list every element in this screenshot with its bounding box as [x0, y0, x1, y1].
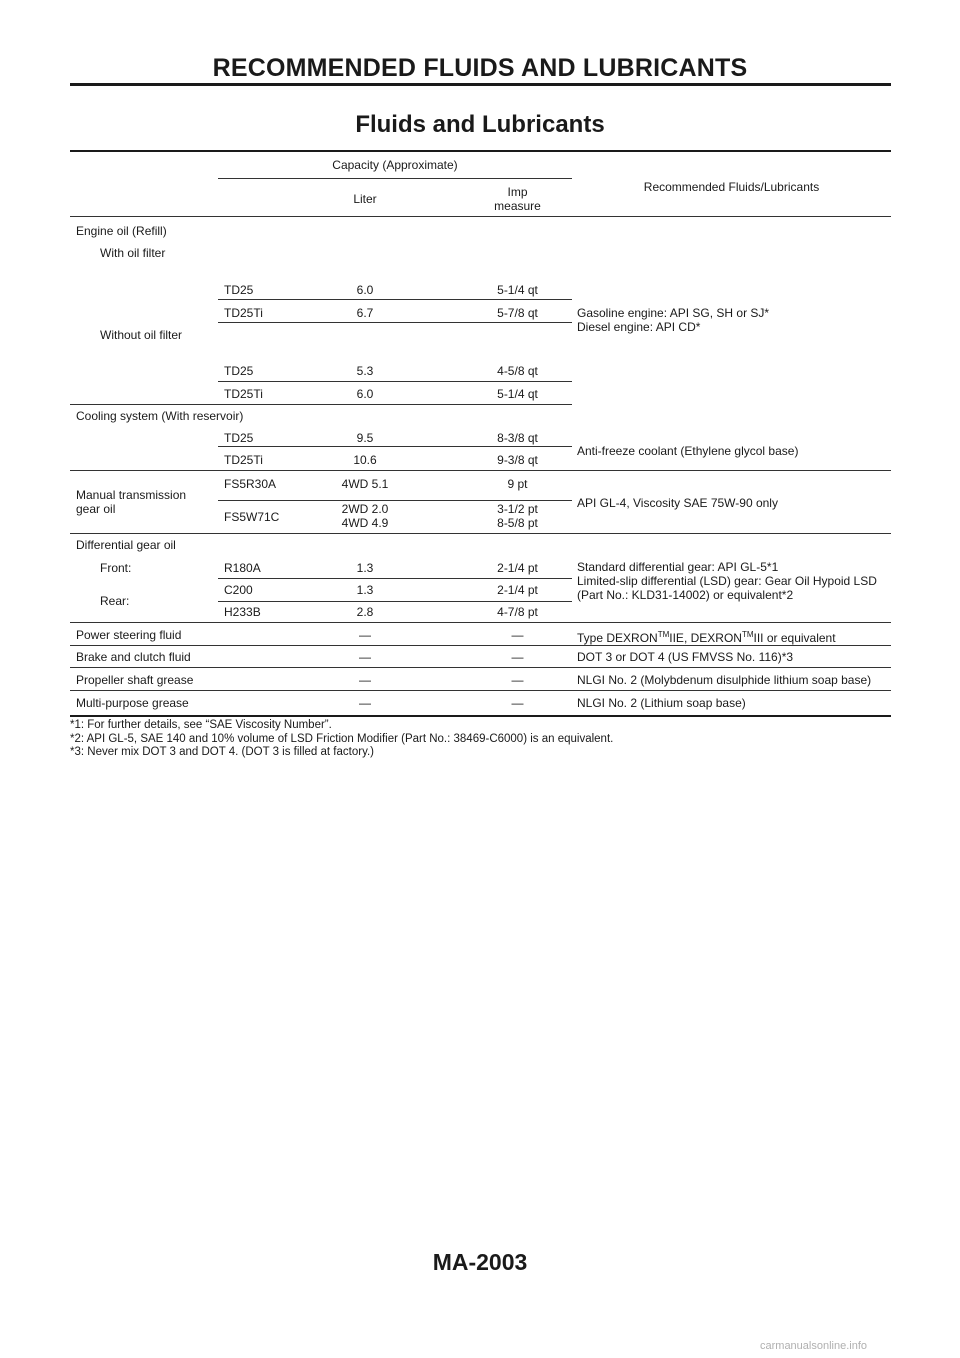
power-steering-recommended — [577, 628, 836, 645]
engine-liter: 6.0 — [356, 283, 374, 297]
simple-row-label: Brake and clutch fluid — [76, 650, 191, 664]
fluids-table — [70, 150, 891, 718]
mt-imp: 9 pt — [507, 477, 528, 491]
trademark-mark: TM — [741, 630, 754, 639]
engine-imp: 5-1/4 qt — [497, 283, 538, 297]
section-title: Fluids and Lubricants — [355, 111, 605, 138]
page-number: MA-2003 — [432, 1249, 528, 1275]
diff-liter: 1.3 — [356, 583, 374, 597]
simple-row-liter: — — [359, 673, 371, 687]
simple-row-recommended: NLGI No. 2 (Molybdenum disulphide lithium soap base) — [577, 673, 872, 687]
footnote: *1: For further details, see “SAE Viscosity Number”. — [70, 719, 332, 731]
cooling-imp: 8-3/8 qt — [497, 431, 538, 445]
engine-model: TD25Ti — [224, 387, 263, 401]
cooling-system-label: Cooling system (With reservoir) — [76, 409, 244, 423]
dexron-text-a: Type DEXRON — [577, 631, 658, 645]
manual-trans-label: Manual transmission gear oil — [76, 488, 187, 516]
simple-row-imp: — — [511, 628, 524, 642]
cooling-liter: 9.5 — [356, 431, 374, 445]
diff-imp: 2-1/4 pt — [497, 561, 538, 575]
engine-liter: 5.3 — [356, 364, 374, 378]
simple-row-imp: — — [511, 650, 524, 664]
cooling-model: TD25Ti — [224, 453, 263, 467]
without-oil-filter-label: Without oil filter — [100, 328, 183, 342]
diff-imp: 4-7/8 pt — [497, 605, 538, 619]
engine-liter: 6.0 — [356, 387, 374, 401]
simple-row-liter: — — [359, 650, 371, 664]
simple-row-recommended: NLGI No. 2 (Lithium soap base) — [577, 696, 746, 710]
mt-model: FS5R30A — [224, 477, 277, 491]
header-imp-measure: Imp measure — [494, 185, 541, 213]
cooling-imp: 9-3/8 qt — [497, 453, 538, 467]
cooling-liter: 10.6 — [353, 453, 377, 467]
diff-model: H233B — [224, 605, 261, 619]
dexron-text-c: III or equivalent — [753, 631, 836, 645]
engine-imp: 5-1/4 qt — [497, 387, 538, 401]
page-header-title: RECOMMENDED FLUIDS AND LUBRICANTS — [212, 54, 748, 82]
simple-row-label: Multi-purpose grease — [76, 696, 189, 710]
mt-liter: 2WD 2.0 4WD 4.9 — [341, 502, 389, 530]
trademark-mark: TM — [657, 630, 670, 639]
engine-oil-recommended: Gasoline engine: API SG, SH or SJ* Diesel engine: API CD* — [577, 306, 770, 334]
simple-row-liter: — — [359, 696, 371, 710]
page-header-rule — [70, 83, 891, 86]
engine-model: TD25 — [224, 283, 254, 297]
diff-liter: 1.3 — [356, 561, 374, 575]
simple-row-label: Propeller shaft grease — [76, 673, 194, 687]
simple-row-imp: — — [511, 696, 524, 710]
engine-model: TD25Ti — [224, 306, 263, 320]
mt-model: FS5W71C — [224, 510, 280, 524]
simple-row-liter: — — [359, 628, 371, 642]
differential-label: Differential gear oil — [76, 538, 176, 552]
rear-label: Rear: — [100, 594, 130, 608]
simple-row-label: Power steering fluid — [76, 628, 182, 642]
with-oil-filter-label: With oil filter — [100, 246, 166, 260]
diff-model: R180A — [224, 561, 261, 575]
simple-row-imp: — — [511, 673, 524, 687]
manual-trans-recommended: API GL-4, Viscosity SAE 75W-90 only — [577, 496, 778, 510]
diff-liter: 2.8 — [356, 605, 374, 619]
engine-model: TD25 — [224, 364, 254, 378]
engine-imp: 5-7/8 qt — [497, 306, 538, 320]
header-capacity: Capacity (Approximate) — [332, 158, 458, 172]
cooling-model: TD25 — [224, 431, 254, 445]
footnote: *3: Never mix DOT 3 and DOT 4. (DOT 3 is filled at factory.) — [70, 746, 374, 758]
front-label: Front: — [100, 561, 132, 575]
cooling-recommended: Anti-freeze coolant (Ethylene glycol base) — [577, 444, 799, 458]
mt-imp: 3-1/2 pt 8-5/8 pt — [497, 502, 538, 530]
footnote: *2: API GL-5, SAE 140 and 10% volume of LSD Friction Modifier (Part No.: 38469-C6000) is an equivalent. — [70, 732, 614, 745]
engine-oil-label: Engine oil (Refill) — [76, 224, 167, 238]
engine-liter: 6.7 — [356, 306, 374, 320]
header-recommended: Recommended Fluids/Lubricants — [643, 180, 820, 194]
header-liter: Liter — [353, 192, 377, 206]
diff-model: C200 — [224, 583, 253, 597]
differential-recommended: Standard differential gear: API GL-5*1 Limited-slip differential (LSD) gear: Gear Oil Hypoid LSD (Part No.: KLD31-14002) or equivalent*2 — [577, 560, 877, 602]
dexron-text-b: IIE, DEXRON — [669, 631, 742, 645]
mt-liter: 4WD 5.1 — [341, 477, 389, 491]
watermark: carmanualsonline.info — [760, 1340, 868, 1352]
footnotes — [70, 719, 900, 760]
engine-imp: 4-5/8 qt — [497, 364, 538, 378]
simple-row-recommended: DOT 3 or DOT 4 (US FMVSS No. 116)*3 — [577, 650, 794, 664]
diff-imp: 2-1/4 pt — [497, 583, 538, 597]
